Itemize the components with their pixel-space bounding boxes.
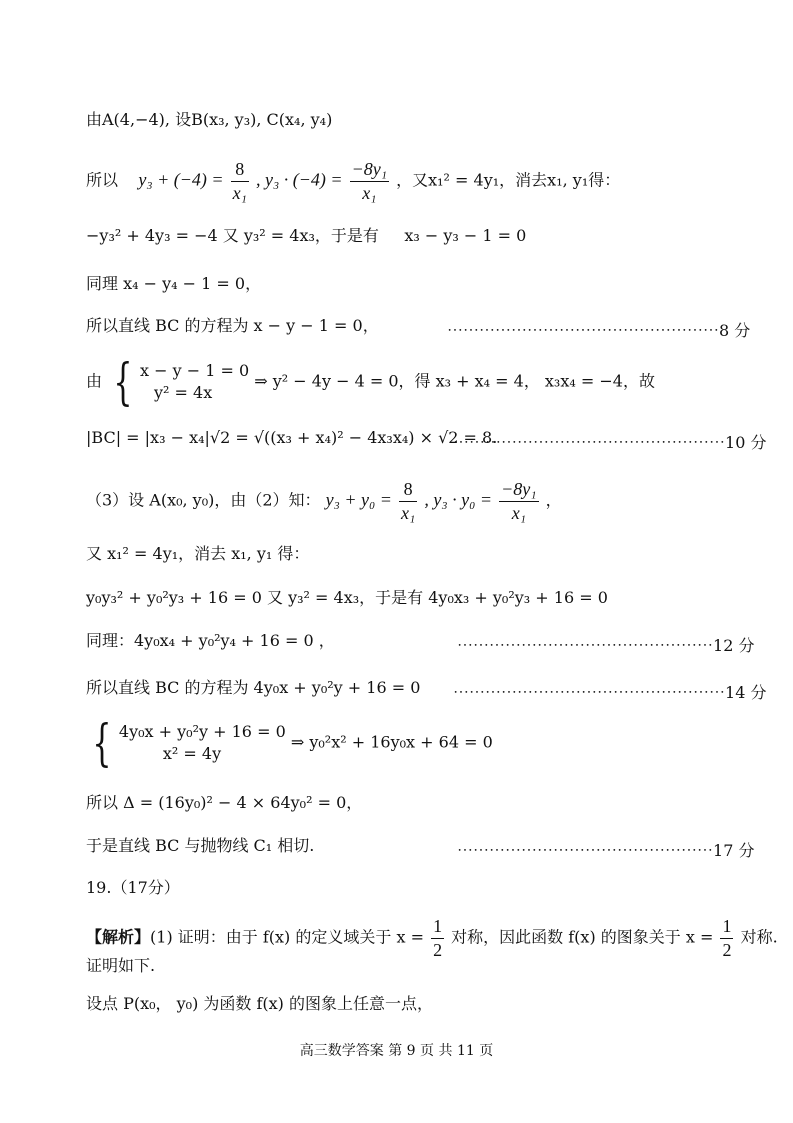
- text-line-1: 由A(4,−4), 设B(x₃, y₃), C(x₄, y₄): [86, 110, 333, 129]
- fraction: [399, 478, 417, 524]
- system-eq-2: x² = 4y: [162, 744, 222, 763]
- fraction-denominator: 2: [433, 939, 443, 960]
- text-line-17a: (1) 证明：由于 f(x) 的定义域关于 x =: [150, 927, 424, 947]
- system-eq-2: y² = 4x: [154, 383, 213, 402]
- equation-system: [140, 360, 249, 405]
- score-mark: ⋯⋯⋯⋯⋯⋯⋯⋯⋯⋯⋯⋯⋯⋯⋯⋯17 分: [457, 841, 755, 860]
- text-line-6: [86, 353, 655, 411]
- fraction-numerator: 8: [231, 158, 249, 182]
- fraction-numerator: 1: [720, 915, 733, 939]
- fraction: [431, 915, 444, 961]
- text-line-5: 所以直线 BC 的方程为 x − y − 1 = 0，: [86, 316, 379, 335]
- score-mark: ⋯⋯⋯⋯⋯⋯⋯⋯⋯⋯⋯⋯⋯⋯⋯⋯⋯14 分: [453, 683, 767, 702]
- fraction-denominator: x₁: [232, 182, 247, 203]
- text-line-6-suffix: ⇒ y² − 4y − 4 = 0，得 x₃ + x₄ = 4， x₃x₄ = −4，故: [254, 371, 655, 391]
- fraction-numerator: 1: [431, 915, 444, 939]
- fraction-numerator: 8: [399, 478, 417, 502]
- formula-part: y₃ + (−4) =: [138, 169, 224, 190]
- text-line-15: 于是直线 BC 与抛物线 C₁ 相切.: [86, 836, 315, 855]
- score-mark: ⋯⋯⋯⋯⋯⋯⋯⋯⋯⋯⋯⋯⋯⋯⋯⋯⋯10 分: [453, 433, 767, 452]
- fraction-denominator: 2: [722, 939, 732, 960]
- fraction-denominator: x₁: [401, 502, 416, 523]
- text-line-8-prefix: （3）设 A(x₀, y₀)，由（2）知：: [86, 490, 321, 510]
- text-line-17b: 对称，因此函数 f(x) 的图象关于 x =: [451, 927, 714, 947]
- text-line-7: |BC| = |x₃ − x₄|√2 = √((x₃ + x₄)² − 4x₃x₄) × √2 = 8.: [86, 428, 498, 447]
- system-eq-1: x − y − 1 = 0: [140, 360, 250, 380]
- analysis-tag: 【解析】: [86, 927, 151, 947]
- brace-symbol: {: [113, 353, 133, 411]
- text-line-3a: −y₃² + 4y₃ = −4 又 y₃² = 4x₃，于是有: [86, 226, 379, 245]
- fraction: [499, 478, 538, 524]
- question-number: 19.（17分）: [86, 878, 180, 897]
- text-line-3b: x₃ − y₃ − 1 = 0: [404, 226, 527, 245]
- text-line-19: 设点 P(x₀， y₀) 为函数 f(x) 的图象上任意一点，: [86, 994, 434, 1013]
- score-value: 17 分: [713, 841, 755, 860]
- text-line-17: [86, 915, 778, 961]
- score-mark: ⋯⋯⋯⋯⋯⋯⋯⋯⋯⋯⋯⋯⋯⋯⋯⋯⋯8 分: [447, 321, 751, 340]
- text-line-2-suffix: ，又x₁² = 4y₁，消去x₁, y₁得：: [396, 170, 621, 190]
- text-line-17c: 对称.: [740, 927, 778, 947]
- score-value: 10 分: [725, 433, 767, 452]
- text-line-10: y₀y₃² + y₀²y₃ + 16 = 0 又 y₃² = 4x₃，于是有 4y₀x₃ + y₀²y₃ + 16 = 0: [86, 588, 608, 607]
- text-line-6-prefix: 由: [86, 371, 103, 391]
- score-value: 14 分: [725, 683, 767, 702]
- page-footer: 高三数学答案 第 9 页 共 11 页: [299, 1043, 494, 1059]
- text-line-13: [86, 714, 493, 772]
- fraction-numerator: −8y₁: [499, 478, 538, 502]
- fraction: [350, 158, 389, 204]
- formula-part: y₃ + y₀ =: [325, 489, 392, 510]
- score-value: 12 分: [713, 636, 755, 655]
- text-line-3: [86, 228, 526, 244]
- text-line-18: 证明如下.: [86, 956, 156, 975]
- text-line-12: 所以直线 BC 的方程为 4y₀x + y₀²y + 16 = 0: [86, 678, 421, 697]
- text-line-8-suffix: ，: [545, 490, 562, 510]
- fraction-numerator: −8y₁: [350, 158, 389, 182]
- formula-part: , y₃ · y₀ =: [424, 489, 493, 510]
- brace-symbol: {: [92, 714, 112, 772]
- text-line-11: 同理：4y₀x₄ + y₀²y₄ + 16 = 0 ，: [86, 631, 335, 650]
- fraction-denominator: x₁: [362, 182, 377, 203]
- text-line-2: [86, 158, 620, 204]
- system-eq-1: 4y₀x + y₀²y + 16 = 0: [118, 721, 286, 741]
- text-line-14: 所以 Δ = (16y₀)² − 4 × 64y₀² = 0，: [86, 793, 363, 812]
- formula-part: , y₃ · (−4) =: [255, 169, 343, 190]
- text-line-8: [86, 478, 562, 524]
- fraction-denominator: x₁: [511, 502, 526, 523]
- fraction: [720, 915, 733, 961]
- text-line-13-suffix: ⇒ y₀²x² + 16y₀x + 64 = 0: [290, 732, 493, 752]
- text-line-2-prefix: 所以: [86, 170, 119, 190]
- score-mark: ⋯⋯⋯⋯⋯⋯⋯⋯⋯⋯⋯⋯⋯⋯⋯⋯12 分: [457, 636, 755, 655]
- text-line-4: 同理 x₄ − y₄ − 1 = 0，: [86, 274, 262, 293]
- equation-system: [119, 721, 286, 766]
- fraction: [231, 158, 249, 204]
- text-line-9: 又 x₁² = 4y₁，消去 x₁, y₁ 得：: [86, 544, 310, 563]
- score-value: 8 分: [719, 321, 751, 340]
